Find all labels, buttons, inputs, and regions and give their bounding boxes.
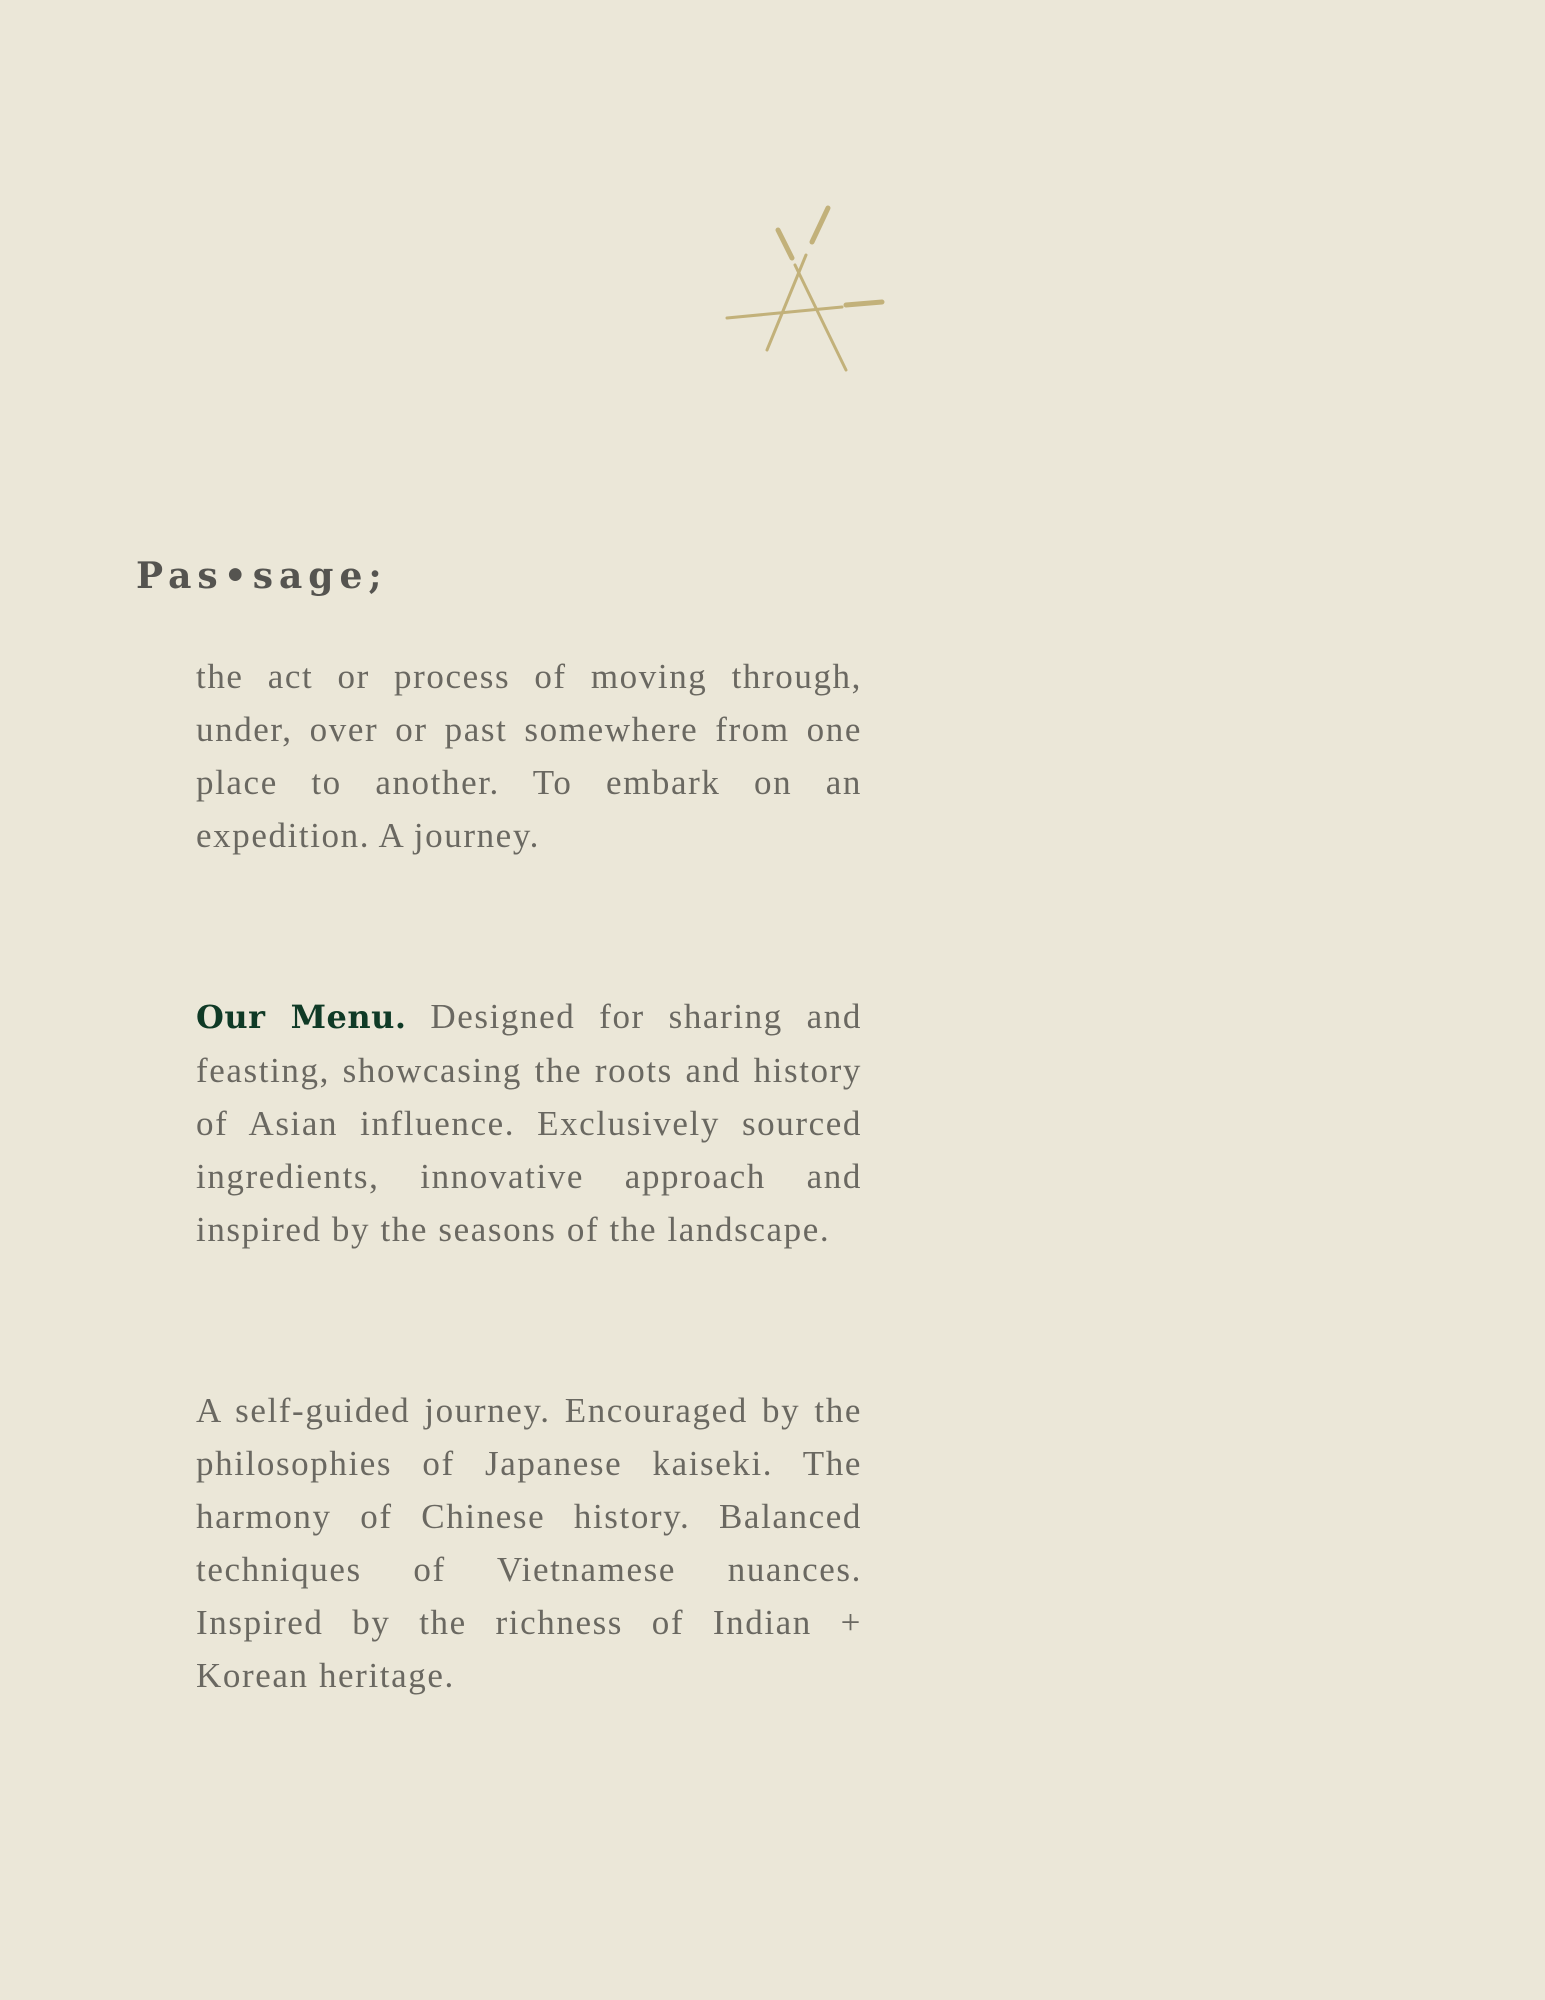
definition-text: the act or process of moving through, under, over or past somewhere from one place to another. To embark on an expedition. A journey. bbox=[196, 657, 862, 855]
philosophy-text: A self-guided journey. Encouraged by the philosophies of Japanese kaiseki. The harmony of Chinese history. Balanced techniques of Vietnamese nuances. Inspired by the richness of Indian + Korean heritage. bbox=[196, 1391, 862, 1695]
definition-word: Pas•sage; bbox=[136, 555, 388, 597]
chopsticks-star-icon bbox=[720, 200, 890, 380]
menu-intro bbox=[196, 990, 862, 1256]
menu-title: Our Menu. bbox=[196, 998, 407, 1036]
menu-description: Designed for sharing and feasting, showcasing the roots and history of Asian influence. Exclusively sourced ingredients, innovative approach and inspired by the seasons of the landscape. bbox=[196, 997, 862, 1249]
